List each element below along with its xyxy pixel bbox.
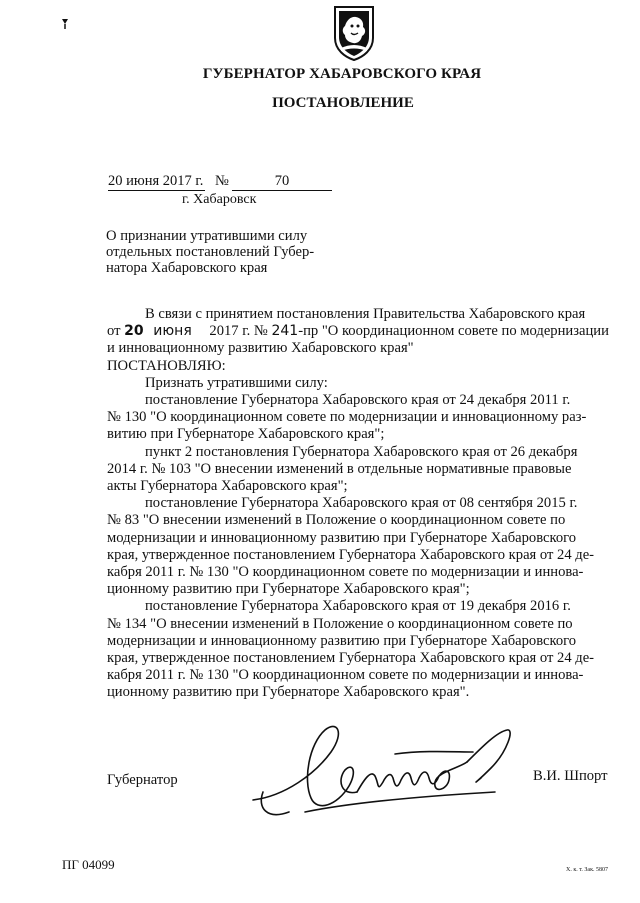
item-line: модернизации и инновационному развитию при Губернаторе Хабаровского (107, 632, 577, 649)
subject-heading (106, 228, 336, 276)
handwritten-signature (245, 712, 550, 830)
item-line: ционному развитию при Губернаторе Хабаровского края"; (107, 581, 470, 598)
list-item (107, 392, 637, 444)
item-line: постановление Губернатора Хабаровского края от 24 декабря 2011 г. (145, 392, 571, 409)
handwritten-number: 241 (271, 323, 299, 340)
subject-line: отдельных постановлений Губер- (106, 244, 315, 260)
item-line: кабря 2011 г. № 130 "О координационном совете по модернизации и иннова- (107, 564, 584, 581)
item-line: № 83 "О внесении изменений в Положение о координационном совете по (107, 512, 566, 529)
item-line: края, утвержденное постановлением Губернатора Хабаровского края от 24 де- (107, 650, 595, 667)
number-label: № (215, 173, 229, 189)
item-line: акты Губернатора Хабаровского края"; (107, 478, 348, 495)
preamble-line: В связи с принятием постановления Правительства Хабаровского края (145, 306, 586, 322)
document-type: ПОСТАНОВЛЕНИЕ (272, 95, 414, 111)
preamble-line: от 20 июня 2017 г. № 241-пр "О координационном совете по модернизации (107, 323, 609, 340)
resolve-heading: ПОСТАНОВЛЯЮ: (107, 357, 226, 374)
document-number: 70 (232, 173, 332, 191)
item-line: края, утвержденное постановлением Губернатора Хабаровского края от 24 де- (107, 546, 595, 563)
item-line: постановление Губернатора Хабаровского края от 08 сентября 2015 г. (145, 495, 578, 512)
list-item (107, 598, 637, 701)
item-line: № 134 "О внесении изменений в Положение о координационном совете по (107, 615, 573, 632)
form-code: ПГ 04099 (62, 857, 115, 872)
list-item (107, 495, 637, 598)
recognize-line: Признать утратившими силу: (145, 374, 328, 391)
signatory-position: Губернатор (107, 772, 178, 788)
list-item (107, 444, 637, 496)
document-body (107, 306, 637, 702)
subject-line: натора Хабаровского края (106, 260, 268, 276)
item-line: пункт 2 постановления Губернатора Хабаровского края от 26 декабря (145, 443, 578, 460)
document-date: 20 июня 2017 г. (108, 173, 204, 189)
preamble-line: и инновационному развитию Хабаровского края" (107, 340, 414, 357)
item-line: кабря 2011 г. № 130 "О координационном совете по модернизации и иннова- (107, 667, 584, 684)
item-line: № 130 "О координационном совете по модернизации и инновационному раз- (107, 409, 587, 426)
handwritten-month: июня (153, 323, 192, 340)
item-line: постановление Губернатора Хабаровского края от 19 декабря 2016 г. (145, 598, 571, 615)
handwritten-day: 20 (124, 323, 144, 340)
date-number-line (108, 173, 332, 193)
print-code: Х. к. т. Зак. 5807 (566, 867, 609, 873)
item-line: 2014 г. № 103 "О внесении изменений в отдельные нормативные правовые (107, 460, 572, 477)
signatory-name: В.И. Шпорт (533, 768, 608, 784)
subject-line: О признании утратившими силу (106, 228, 308, 244)
item-line: ционному развитию при Губернаторе Хабаровского края". (107, 684, 470, 701)
city: г. Хабаровск (182, 192, 257, 207)
item-line: витию при Губернаторе Хабаровского края"; (107, 426, 385, 443)
issuer-title: ГУБЕРНАТОР ХАБАРОВСКОГО КРАЯ (202, 66, 482, 82)
scan-mark-icon (60, 18, 70, 30)
coat-of-arms-icon (331, 4, 377, 62)
item-line: модернизации и инновационному развитию при Губернаторе Хабаровского (107, 529, 577, 546)
